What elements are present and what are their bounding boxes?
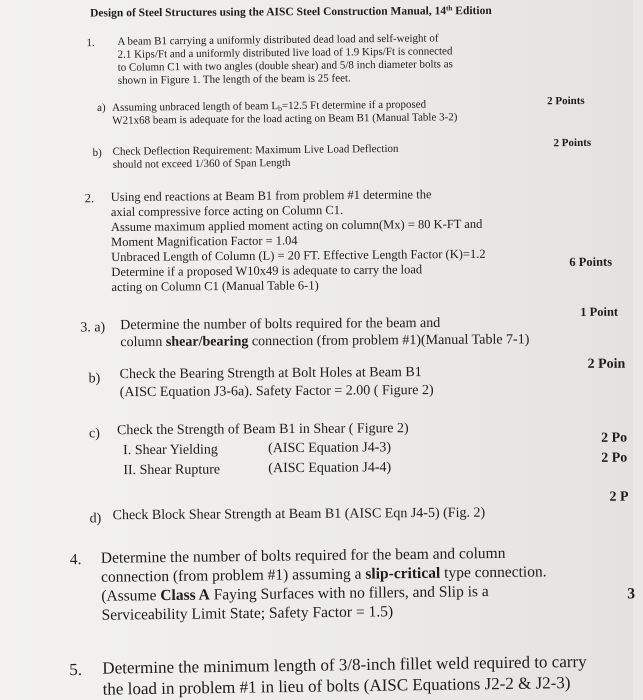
problem-1-line: 2.1 Kips/Ft and a uniformly distributed live load of 1.9 Kips/Ft is connected: [117, 45, 453, 61]
problem-2-line: Determine if a proposed W10x49 is adequate to carry the load: [111, 262, 423, 280]
problem-2-line: acting on Column C1 (Manual Table 6-1): [111, 278, 319, 295]
problem-1b-line: should not exceed 1/360 of Span Length: [112, 156, 291, 171]
problem-3a-label: 3. a): [80, 320, 106, 336]
problem-2-points: 6 Points: [569, 254, 613, 270]
problem-2-line: Moment Magnification Factor = 1.04: [111, 233, 298, 250]
problem-1b-line: Check Deflection Requirement: Maximum Live Load Deflection: [112, 142, 399, 158]
problem-5-line: the load in problem #1 in lieu of bolts (AISC Equations J2-2 & J2-3): [102, 673, 571, 699]
problem-1a-line: Assuming unbraced length of beam $L_b=12.5$ Ft determine if a proposed: [112, 98, 427, 114]
problem-4-line: Determine the number of bolts required for the beam and column: [100, 544, 506, 567]
problem-3b-label: b): [88, 371, 101, 387]
problem-3d-line: Check Block Shear Strength at Beam B1 (AISC Eqn J4-5) (Fig. 2): [112, 505, 486, 524]
problem-4-points: 3: [627, 585, 636, 603]
problem-3c-line: Check the Strength of Beam B1 in Shear ( Figure 2): [116, 421, 409, 439]
problem-2-line: Unbraced Length of Column (L) = 20 FT. Effective Length Factor (K)=1.2: [111, 246, 486, 265]
problem-1a-line: W21x68 beam is adequate for the load acting on Beam B1 (Manual Table 3-2): [112, 111, 458, 127]
problem-5-number: 5.: [69, 659, 83, 680]
problem-3c-points: 2 Po: [601, 430, 628, 446]
problem-2-line: Assume maximum applied moment acting on column(Mx) = 80 K-FT and: [110, 216, 483, 235]
problem-3b-points: 2 Poin: [587, 356, 626, 372]
problem-3a-line: column shear/bearing connection (from problem #1)(Manual Table 7-1): [120, 332, 530, 351]
problem-1-number: 1.: [86, 37, 95, 50]
problem-4-line: Serviceability Limit State; Safety Factor = 1.5): [101, 603, 394, 624]
problem-3b-line: Check the Bearing Strength at Bolt Holes at Beam B1: [119, 365, 422, 383]
problem-1-line: A beam B1 carrying a uniformly distributed dead load and self-weight of: [117, 32, 439, 48]
problem-5-line: Determine the minimum length of 3/8-inch fillet weld required to carry: [102, 651, 587, 678]
problem-2-number: 2.: [84, 191, 95, 206]
problem-4-number: 4.: [69, 551, 82, 569]
problem-4-line: connection (from problem #1) assuming a slip-critical type connection.: [100, 563, 547, 586]
problem-3d-label: d): [89, 511, 102, 527]
page-title: Design of Steel Structures using the AISC Steel Construction Manual, 14th Edition: [90, 4, 492, 20]
problem-3d-points: 2 P: [609, 489, 629, 505]
problem-3c-points: 2 Po: [601, 450, 628, 466]
problem-1b-points: 2 Points: [553, 136, 592, 150]
problem-4-line: (Assume Class A Faying Surfaces with no fillers, and Slip is a: [101, 583, 489, 605]
problem-3c-item-equation: (AISC Equation J4-4): [268, 460, 392, 477]
problem-3c-item-label: I. Shear Yielding: [123, 442, 218, 459]
problem-1a-points: 2 Points: [547, 94, 585, 108]
problem-1-line: shown in Figure 1. The length of the beam is 25 feet.: [117, 72, 351, 87]
problem-1-line: to Column C1 with two angles (double shear) and 5/8 inch diameter bolts as: [117, 58, 453, 74]
problem-2-line: Using end reactions at Beam B1 from problem #1 determine the: [110, 187, 432, 205]
problem-1a-label: a): [97, 101, 106, 114]
problem-3c-item-label: II. Shear Rupture: [123, 462, 221, 479]
problem-3c-item-equation: (AISC Equation J4-3): [268, 440, 392, 457]
problem-3a-line: Determine the number of bolts required for the beam and: [120, 315, 441, 334]
problem-3c-label: c): [88, 426, 100, 442]
problem-3a-points: 1 Point: [580, 304, 619, 319]
problem-2-line: axial compressive force acting on Column C1.: [110, 203, 344, 220]
problem-3b-line: (AISC Equation J3-6a). Safety Factor = 2.00 ( Figure 2): [119, 382, 434, 401]
problem-1b-label: b): [92, 146, 102, 160]
